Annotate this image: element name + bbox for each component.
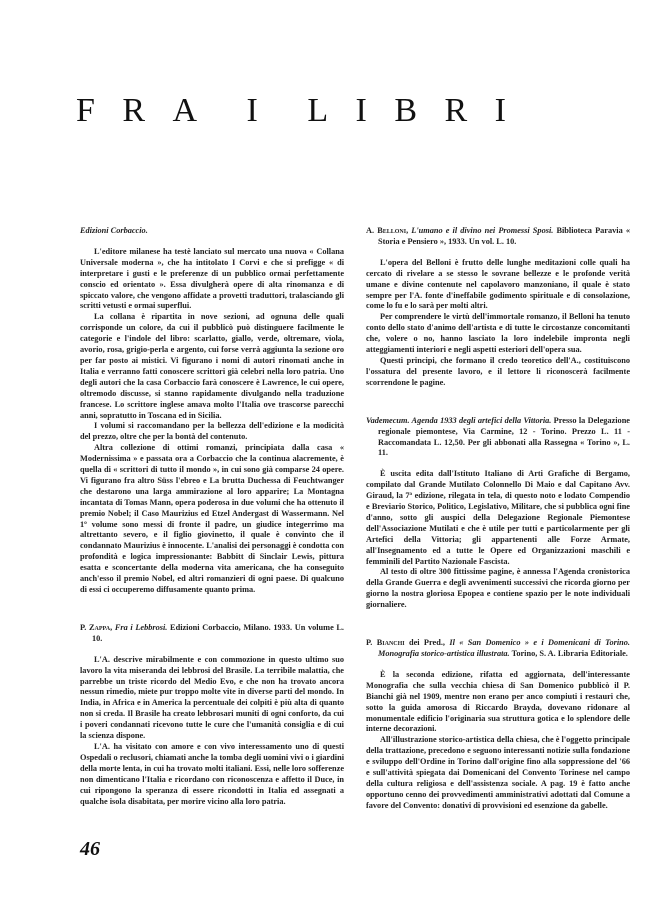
review-publisher: Biblioteca Paravia « Storia e Pensiero », 1933. Un vol. L. 10. (378, 226, 630, 246)
review-author-suffix: dei Pred., (408, 638, 445, 648)
title-letter: I (246, 92, 258, 129)
title-letter: I (355, 92, 367, 129)
review-book-title: Il « San Domenico » e i Domenicani di Torino. Monografia storico-artistica illustrata. (378, 638, 630, 658)
review-publisher: Torino, S. A. Libraria Editoriale. (511, 649, 628, 658)
title-letter: R (122, 92, 146, 129)
review-edizioni-corbaccio (80, 226, 344, 596)
review-paragraph: I volumi si raccomandano per la bellezza dell'edizione e la modicità del prezzo, oltre che per la bontà del contenuto. (80, 421, 344, 442)
left-column (80, 226, 344, 807)
review-book-title: L'umano e il divino nei Promessi Sposi. (411, 226, 554, 235)
review-paragraph: Questi principi, che formano il credo teoretico dell'A., costituiscono l'ossatura del presente lavoro, e il lettore li riconoscerà facilmente scorrendone le pagine. (366, 355, 630, 387)
review-paragraph: L'A. ha visitato con amore e con vivo interessamento uno di questi Ospedali o reclusori, chiamati anche la tomba degli uomini vivi o i giardini della morte lenta, in cui ha trovato molti italiani. Essi, nelle loro sofferenze non dimenticano l'Italia e ricordano con riconoscenza e affetto il Duce, in cui ripongono la speranza di essere ricondotti in Italia ed assegnati a qualche isola disabitata, per morire vicino alla loro patria. (80, 741, 344, 806)
title-letter: R (444, 92, 468, 129)
review-paragraph: All'illustrazione storico-artistica della chiesa, che è l'oggetto principale della trattazione, precedono e seguono interessanti notizie sulla fondazione e sviluppo dell'Ordine in Torino dall'origine fino alla soppressione del '66 e sull'attività spiegata dai Domenicani del Convento Torinese nel campo della cultura religiosa e dell'assistenza sociale. A pag. 19 è fatto anche opportuno cenno dei provvedimenti amministrativi adottati dal Comune a favore del Convento: donativi di provvisioni ed esenzione da gabelle. (366, 735, 630, 810)
review-author: P. Zappa, (80, 622, 113, 632)
review-heading (366, 638, 630, 660)
review-paragraph: La collana è ripartita in nove sezioni, ad ognuna delle quali corrisponde un colore, da cui il pubblicò può distinguere facilmente le categorie e l'indole del libro: scarlatto, giallo, verde, oltremare, viola, avorio, rosa, grigio-perla e argento, cui forse verrà aggiunta la sezione oro per far posto ai mistici. Vi figurano i nomi di autori rinomati anche in Italia e verranno fatti conoscere scrittori già celebri nella loro patria. Uno degli autori che la casa Corbaccio farà conoscere è Lawrence, le cui opere, oltremodo discusse, si stanno rapidamente divulgando nella traduzione francese. Lo scrittore inglese amava molto l'Italia ove trascorse parecchi anni, sopratutto in Toscana ed in Sicilia. (80, 312, 344, 420)
right-column (366, 226, 630, 812)
review-vademecum (366, 416, 630, 611)
review-heading (366, 226, 630, 248)
review-belloni (366, 226, 630, 389)
review-paragraph: L'opera del Belloni è frutto delle lunghe meditazioni colle quali ha cercato di rivelare a se stesso le sovrane bellezze e le profonde verità umane e divine contenute nel capolavoro manzoniano, il quale è stato sempre per l'A. fonte d'ineffabile godimento spirituale e di consolazione, come lo fu e lo sarà per molti altri. (366, 257, 630, 311)
title-letter: F (76, 92, 95, 129)
review-paragraph: Per comprendere le virtù dell'immortale romanzo, il Belloni ha tenuto conto dello stato d'animo dell'artista e di tutte le circostanze concomitanti che, volere o no, hanno lasciato la loro indelebile impronta negli atteggiamenti interiori e negli aspetti esteriori dell'opera sua. (366, 312, 630, 355)
review-publisher: Edizioni Corbaccio, Milano. 1933. Un volume L. 10. (92, 622, 345, 643)
review-bianchi (366, 638, 630, 812)
title-letter: A (172, 92, 198, 129)
title-letter: L (307, 92, 329, 129)
review-heading (80, 623, 344, 645)
review-paragraph: Al testo di oltre 300 fittissime pagine, è annessa l'Agenda cronistorica della Grande Guerra e degli avvenimenti successivi che ricorda giorno per giorno la nostra gloriosa Epopea e contiene spazio per le note individuali giornaliere. (366, 567, 630, 610)
page-number: 46 (80, 838, 100, 860)
review-author: P. Bianchi (366, 638, 405, 648)
review-paragraph: L'A. descrive mirabilmente e con commozione in questo ultimo suo lavoro la vita miseranda dei lebbrosi del Brasile. La terribile malattia, che parrebbe un triste ricordo del Medio Evo, e che non ha trovato ancora nessun rimedio, miete pur troppo molte vite in diverse parti del mondo. In India, in Africa e in America la percentuale dei colpiti è più alta di quanto non si creda. Il Brasile ha creato lebbrosari muniti di ogni conforto, da cui i poveri condannati ricevono tutte le cure che l'umanità consiglia e di cui la scienza dispone. (80, 654, 344, 741)
review-publisher: Presso la Delegazione regionale piemontese, Via Carmine, 12 - Torino. Prezzo L. 11 - Raccomandata L. 12,50. Per gli abbonati alla Rassegna « Torino », L. 11. (378, 415, 630, 458)
title-letter: B (394, 92, 418, 129)
review-paragraph: È uscita edita dall'Istituto Italiano di Arti Grafiche di Bergamo, compilato dal Grande Mutilato Colonnello Di Maio e dal Capitano Avv. Giraud, la 7ª edizione, rilegata in tela, di questo noto e lodato Compendio e Breviario Storico, Politico, Legislativo, Militare, che si pubblica ogni fine d'anno, sotto gli auspici della Delegazione Regionale Piemontese dell'Associazione Mutilati e che è utile per tutti e particolarmente per gli Artefici della Vittoria; gli appartenenti alle Forze Armate, all'Insegnamento ed a tutte le Opere ed Organizzazioni maschili e femminili del Partito Nazionale Fascista. (366, 469, 630, 566)
review-heading (366, 416, 630, 460)
review-book-title: Vademecum. Agenda 1933 degli artefici della Vittoria. (366, 415, 552, 425)
review-paragraph: È la seconda edizione, rifatta ed aggiornata, dell'interessante Monografia che sulla vecchia chiesa di San Domenico pubblicò il P. Bianchi già nel 1909, mentre non erano per anco compiuti i restauri che, sotto la guida amorosa di Riccardo Brayda, dovevano ridonare al monumentale edificio l'originaria sua struttura gotica e lo splendore delle interne decorazioni. (366, 669, 630, 734)
review-paragraph: Altra collezione di ottimi romanzi, principiata dalla casa « Modernissima » e passata ora a Corbaccio che la continua alacremente, è quella di « scrittori di tutto il mondo », in cui sono già comparse 24 opere. Vi figurano fra altro Süss l'ebreo e La brutta Duchessa di Feuchtwanger che destarono una larga ammirazione al loro apparire; La Montagna incantata di Tomas Mann, opera poderosa in due volumi che ha ottenuto il premio Nobel; il Caso Maurizius ed Etzel Andergast di Wassermann. Nel 1º volume sono messi di fronte il padre, un giudice integerrimo ma altrettanto severo, e il figlio giovinetto, il quale è convinto che il condannato Maurizius è innocente. L'analisi dei personaggi è condotta con profondità e logica impressionante: Babbitt di Sinclair Lewis, pittura esatta e sconcertante della moderna vita americana, che ha conseguito anch'esso il premio Nobel, ed altri romanzieri di ogni paese. Di qualcuno di essi ci occuperemo diffusamente quanto prima. (80, 443, 344, 594)
review-book-title: Fra i Lebbrosi. (114, 622, 168, 632)
review-heading: Edizioni Corbaccio. (80, 226, 148, 235)
page-title (76, 92, 506, 130)
review-paragraph: L'editore milanese ha testè lanciato sul mercato una nuova « Collana Universale moderna », che ha intitolato I Corvi e che si prefigge « di interpretare i gusti e le preferenze di un pubblico ormai perfettamente conscio ed orientato ». Essa divulgherà opere di alta rinomanza e di spiccato valore, che vengono affidate a provetti traduttori, tralasciando gli scritti vetusti e ormai superflui. (80, 246, 344, 311)
review-zappa (80, 623, 344, 808)
title-letter: I (494, 92, 506, 129)
review-author: A. Belloni, (366, 226, 409, 235)
